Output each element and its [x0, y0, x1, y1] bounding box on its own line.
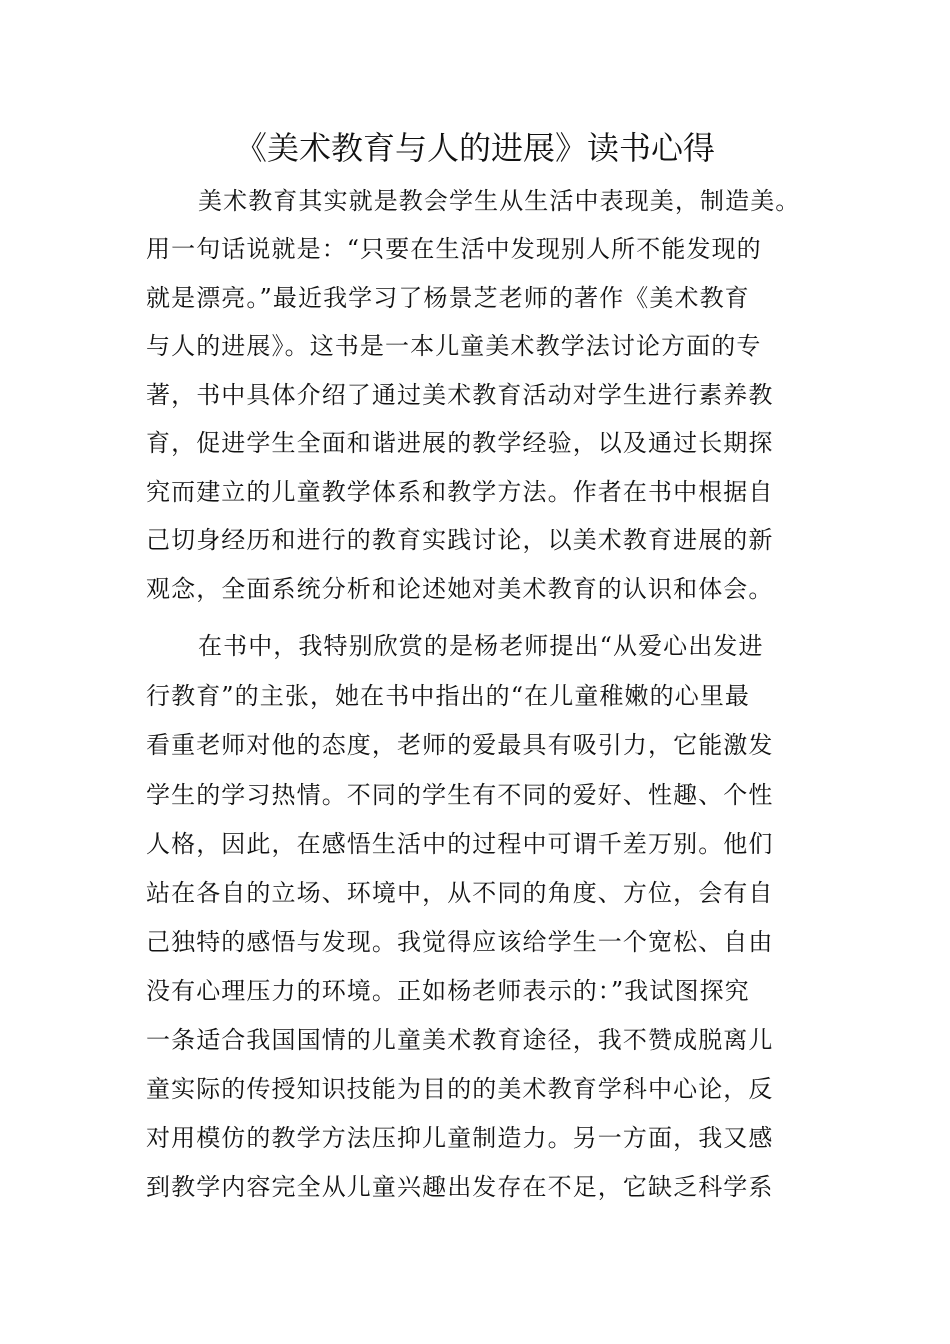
- paragraph-2-line-9: 一条适合我国国情的儿童美术教育途径，我不赞成脱离儿: [146, 1026, 774, 1054]
- paragraph-1-line-9: 观念，全面系统分析和论述她对美术教育的认识和体会。: [146, 575, 774, 603]
- paragraph-2-line-7: 己独特的感悟与发现。我觉得应该给学生一个宽松、自由: [146, 928, 774, 956]
- paragraph-1-line-4: 与人的进展》。这书是一本儿童美术教学法讨论方面的专: [146, 332, 762, 360]
- paragraph-1-line-1: 美术教育其实就是教会学生从生活中表现美，制造美。: [198, 187, 801, 215]
- document-title: 《美术教育与人的进展》读书心得: [234, 129, 715, 167]
- paragraph-2-line-5: 人格，因此，在感悟生活中的过程中可谓千差万别。他们: [146, 830, 774, 858]
- paragraph-2-line-12: 到教学内容完全从儿童兴趣出发存在不足，它缺乏科学系: [146, 1173, 774, 1201]
- paragraph-1-line-3: 就是漂亮。”最近我学习了杨景芝老师的著作《美术教育: [146, 284, 750, 312]
- paragraph-1-line-6: 育，促进学生全面和谐进展的教学经验，以及通过长期探: [146, 429, 774, 457]
- paragraph-2-line-1: 在书中，我特别欣赏的是杨老师提出“从爱心出发进: [198, 632, 764, 660]
- paragraph-2-line-3: 看重老师对他的态度，老师的爱最具有吸引力，它能激发: [146, 731, 774, 759]
- paragraph-1-line-2: 用一句话说就是：“只要在生活中发现别人所不能发现的: [146, 235, 762, 263]
- paragraph-2-line-8: 没有心理压力的环境。正如杨老师表示的：”我试图探究: [146, 977, 750, 1005]
- paragraph-2-line-4: 学生的学习热情。不同的学生有不同的爱好、性趣、个性: [146, 781, 774, 809]
- paragraph-1-line-8: 己切身经历和进行的教育实践讨论，以美术教育进展的新: [146, 526, 774, 554]
- paragraph-2-line-2: 行教育”的主张，她在书中指出的“在儿童稚嫩的心里最: [146, 682, 751, 710]
- paragraph-1-line-7: 究而建立的儿童教学体系和教学方法。作者在书中根据自: [146, 478, 774, 506]
- paragraph-2-line-6: 站在各自的立场、环境中，从不同的角度、方位，会有自: [146, 879, 774, 907]
- paragraph-2-line-10: 童实际的传授知识技能为目的的美术教育学科中心论，反: [146, 1075, 774, 1103]
- paragraph-1-line-5: 著，书中具体介绍了通过美术教育活动对学生进行素养教: [146, 381, 774, 409]
- paragraph-2-line-11: 对用模仿的教学方法压抑儿童制造力。另一方面，我又感: [146, 1124, 774, 1152]
